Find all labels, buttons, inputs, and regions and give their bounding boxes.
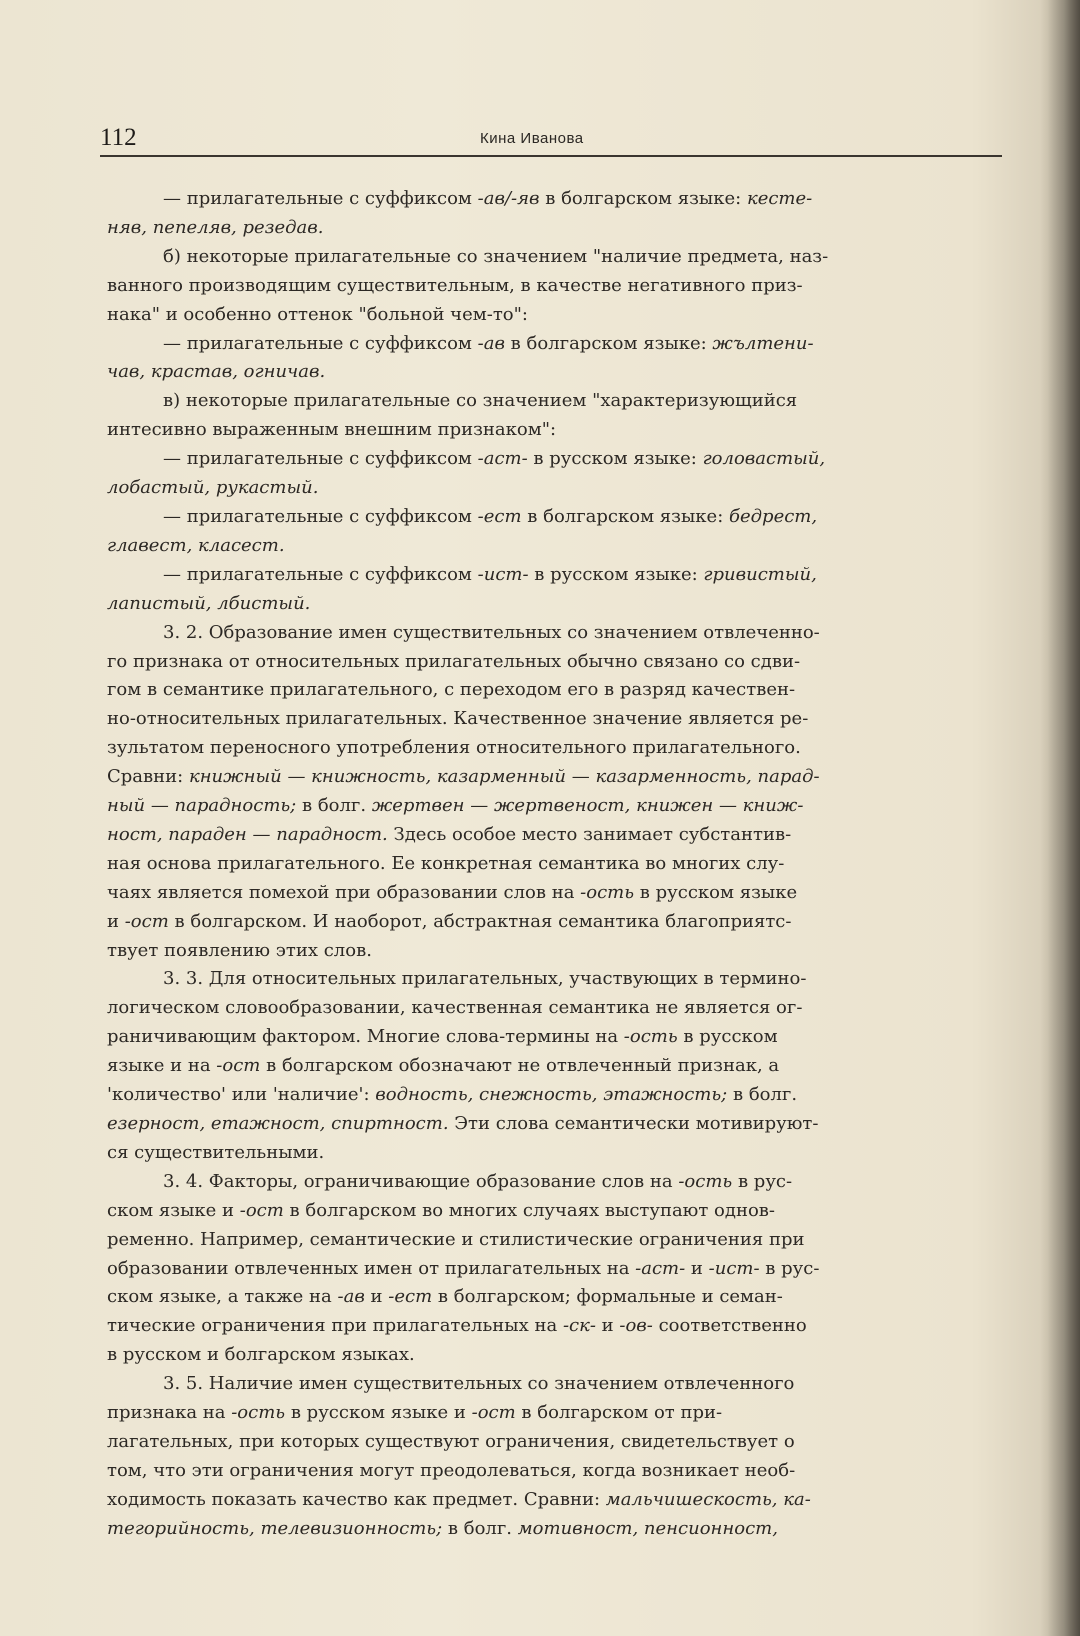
text-run: ременно. Например, семантические и стилистические ограничения при	[107, 1228, 805, 1250]
text-run: ванного производящим существительным, в качестве негативного приз-	[107, 274, 803, 296]
italic-example: -ест	[477, 505, 522, 527]
italic-example: лапистый, лбистый.	[107, 592, 311, 614]
text-line	[107, 503, 1019, 532]
italic-example: -аст-	[477, 448, 528, 470]
text-run: б) некоторые прилагательные со значением "наличие предмета, наз-	[163, 245, 829, 267]
italic-example: -ест	[388, 1286, 433, 1308]
text-run: в болгарском. И наоборот, абстрактная семантика благоприятс-	[168, 910, 792, 932]
text-run: лагательных, при которых существуют ограничения, свидетельствует о	[107, 1430, 795, 1452]
text-run: в русском языке:	[528, 563, 704, 585]
body-text	[107, 185, 1019, 1539]
text-line	[107, 1023, 1019, 1052]
italic-example: гривистый,	[703, 563, 817, 585]
text-run: том, что эти ограничения могут преодолеваться, когда возникает необ-	[107, 1459, 796, 1481]
text-line	[107, 1312, 1019, 1341]
text-run: в болгарском языке:	[504, 332, 713, 354]
text-run: Эти слова семантически мотивируют-	[448, 1113, 819, 1134]
text-run: 3. 4. Факторы, ограничивающие образование слов на	[163, 1170, 679, 1192]
text-run: в болгарском от при-	[515, 1402, 723, 1424]
text-line	[107, 474, 1019, 503]
text-run: раничивающим фактором. Многие слова-термины на	[107, 1026, 624, 1048]
italic-example: -аст-	[635, 1257, 686, 1279]
text-run: — прилагательные с суффиксом	[163, 332, 478, 354]
text-run: в болг.	[296, 795, 372, 817]
text-run: ском языке и	[107, 1199, 240, 1221]
text-line	[107, 1486, 1019, 1515]
italic-example: головастый,	[702, 448, 826, 470]
text-run: в) некоторые прилагательные со значением "характеризующийся	[163, 390, 798, 412]
italic-example: бедрест,	[729, 505, 818, 527]
italic-example: -ост	[216, 1055, 261, 1077]
text-run: в русском	[677, 1026, 778, 1048]
text-run: в болгарском языке:	[521, 505, 729, 527]
text-line	[107, 445, 1019, 474]
text-line	[107, 243, 1019, 272]
italic-example: жълтени-	[712, 332, 814, 354]
text-run: — прилагательные с суффиксом	[163, 505, 478, 527]
text-line	[107, 1139, 1019, 1168]
text-run: Сравни:	[107, 766, 189, 788]
text-line	[107, 792, 1019, 821]
text-line	[107, 1370, 1019, 1399]
text-line	[107, 532, 1019, 561]
text-run: в русском языке	[634, 881, 798, 903]
italic-example: -ость	[231, 1402, 286, 1424]
text-run: соответственно	[652, 1315, 807, 1337]
italic-example: мальчишескость, ка-	[605, 1488, 811, 1510]
italic-example: -ость	[678, 1170, 733, 1192]
text-line	[107, 387, 1019, 416]
text-run: языке и на	[107, 1055, 217, 1077]
text-line	[107, 1399, 1019, 1428]
text-line	[107, 416, 1019, 445]
text-line	[107, 272, 1019, 301]
italic-example: езерност, етажност, спиртност.	[107, 1113, 449, 1134]
text-run: в болгарском обозначают не отвлеченный признак, а	[260, 1055, 780, 1077]
text-line	[107, 214, 1019, 243]
text-line	[107, 734, 1019, 763]
text-line	[107, 937, 1019, 966]
text-line	[107, 330, 1019, 359]
italic-example: -ав	[477, 332, 505, 354]
text-run: 3. 5. Наличие имен существительных со значением отвлеченного	[163, 1373, 795, 1395]
italic-example: -ов-	[619, 1315, 653, 1337]
text-line	[107, 1515, 1019, 1544]
italic-example: мотивност, пенсионност,	[517, 1517, 778, 1539]
text-line	[107, 301, 1019, 330]
italic-example: -ист-	[477, 563, 529, 585]
italic-example: книжный — книжность, казарменный — казарменность, парад-	[188, 766, 820, 788]
text-run: Здесь особое место занимает субстантив-	[387, 823, 792, 845]
text-line	[107, 185, 1019, 214]
text-run: логическом словообразовании, качественная семантика не является ог-	[107, 997, 803, 1019]
text-run: в болгарском во многих случаях выступают однов-	[283, 1199, 776, 1221]
text-line	[107, 590, 1019, 619]
text-run: нака" и особенно оттенок "больной чем-то":	[107, 303, 528, 325]
text-run: признака на	[107, 1402, 232, 1424]
text-line	[107, 676, 1019, 705]
text-line	[107, 850, 1019, 879]
text-run: ходимость показать качество как предмет. Сравни:	[107, 1488, 606, 1510]
text-line	[107, 994, 1019, 1023]
italic-example: тегорийность, телевизионность;	[107, 1517, 443, 1539]
text-run: в болг.	[727, 1084, 798, 1106]
text-line	[107, 1197, 1019, 1226]
text-run: и	[685, 1257, 709, 1279]
italic-example: -ав/-яв	[477, 188, 540, 209]
text-line	[107, 965, 1019, 994]
page-gutter-shadow	[1040, 0, 1080, 1636]
text-line	[107, 908, 1019, 937]
italic-example: -ост	[239, 1199, 284, 1221]
text-line	[107, 1428, 1019, 1457]
italic-example: -ост	[124, 910, 169, 932]
italic-example: чав, крастав, огничав.	[107, 361, 326, 383]
italic-example: кесте-	[746, 188, 813, 209]
text-line	[107, 1457, 1019, 1486]
text-line	[107, 1110, 1019, 1139]
text-run: интесивно выраженным внешним признаком":	[107, 419, 557, 441]
text-run: 3. 3. Для относительных прилагательных, участвующих в термино-	[163, 968, 807, 990]
text-run: ском языке, а также на	[107, 1286, 338, 1308]
text-line	[107, 821, 1019, 850]
italic-example: -ав	[337, 1286, 365, 1308]
text-run: — прилагательные с суффиксом	[163, 448, 478, 470]
text-line	[107, 648, 1019, 677]
italic-example: ност, параден — парадност.	[107, 823, 388, 845]
italic-example: -ость	[623, 1026, 678, 1048]
text-run: и	[364, 1286, 389, 1308]
text-run: в болгарском языке:	[539, 188, 747, 209]
text-run: ся существительными.	[107, 1141, 325, 1163]
text-run: тические ограничения при прилагательных на	[107, 1315, 563, 1337]
text-run: ная основа прилагательного. Ее конкретная семантика во многих слу-	[107, 852, 785, 874]
italic-example: лобастый, рукастый.	[107, 477, 319, 499]
text-line	[107, 1255, 1019, 1284]
text-run: в болгарском; формальные и семан-	[432, 1286, 783, 1308]
text-run: и	[107, 910, 125, 932]
text-line	[107, 879, 1019, 908]
text-run: твует появлению этих слов.	[107, 939, 372, 961]
text-run: в рус-	[759, 1257, 820, 1279]
text-run: в русском языке:	[527, 448, 703, 470]
italic-example: няв, пепеляв, резедав.	[107, 216, 324, 238]
text-run: — прилагательные с суффиксом	[163, 188, 478, 209]
text-run: но-относительных прилагательных. Качественное значение является ре-	[107, 708, 809, 730]
page-number: 112	[100, 124, 137, 151]
text-line	[107, 705, 1019, 734]
text-line	[107, 1341, 1019, 1370]
text-line	[107, 1081, 1019, 1110]
text-run: го признака от относительных прилагательных обычно связано со сдви-	[107, 650, 801, 672]
running-head-author: Кина Иванова	[480, 130, 584, 147]
text-run: гом в семантике прилагательного, с переходом его в разряд качествен-	[107, 679, 796, 701]
text-run: чаях является помехой при образовании слов на	[107, 881, 581, 903]
italic-example: жертвен — жертвеност, книжен — книж-	[371, 795, 804, 817]
text-run: 'количество' или 'наличие':	[107, 1084, 376, 1106]
text-line	[107, 358, 1019, 387]
text-line	[107, 619, 1019, 648]
text-line	[107, 561, 1019, 590]
text-run: 3. 2. Образование имен существительных со значением отвлеченно-	[163, 621, 820, 643]
text-run: в болг.	[442, 1517, 518, 1539]
header-rule	[100, 155, 1002, 157]
text-run: в русском языке и	[285, 1402, 472, 1424]
page-header	[100, 120, 1000, 160]
italic-example: ный — парадность;	[107, 795, 297, 817]
text-line	[107, 1283, 1019, 1312]
text-run: — прилагательные с суффиксом	[163, 563, 478, 585]
text-run: в рус-	[732, 1170, 793, 1192]
text-run: в русском и болгарском языках.	[107, 1344, 415, 1366]
text-run: зультатом переносного употребления относительного прилагательного.	[107, 737, 801, 759]
italic-example: -ск-	[562, 1315, 596, 1337]
italic-example: -ость	[580, 881, 635, 903]
italic-example: водность, снежность, этажность;	[375, 1084, 728, 1106]
italic-example: -ост	[471, 1402, 516, 1424]
italic-example: -ист-	[708, 1257, 760, 1279]
text-run: и	[595, 1315, 620, 1337]
text-line	[107, 1226, 1019, 1255]
text-line	[107, 1168, 1019, 1197]
text-line	[107, 1052, 1019, 1081]
italic-example: главест, класест.	[107, 534, 285, 556]
text-run: образовании отвлеченных имен от прилагательных на	[107, 1257, 636, 1279]
text-line	[107, 763, 1019, 792]
